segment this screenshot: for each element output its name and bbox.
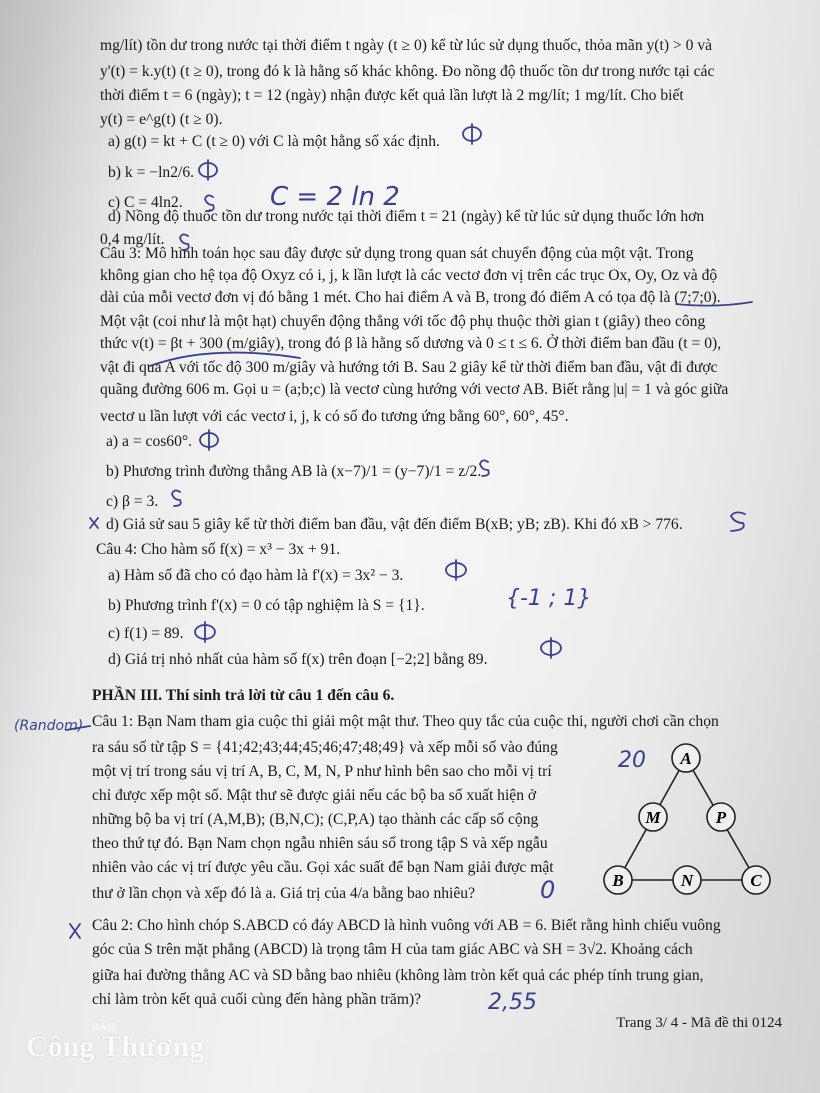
statement-a: a) g(t) = kt + C (t ≥ 0) với C là một hằng số xác định. — [108, 133, 440, 150]
text-line: vật đi qua A với tốc độ 300 m/giây và hướng tới B. Sau 2 giây kể từ thời điểm ban đầu, vật đi được — [100, 359, 718, 376]
mark-icon — [205, 195, 214, 211]
question-3-title: Câu 3: Mô hình toán học sau đây được sử dụng trong quan sát chuyển động của một vật. Trong — [100, 245, 694, 262]
cross-mark-icon — [90, 518, 98, 528]
text-line: 0,4 mg/lít. — [100, 231, 165, 248]
mark-icon — [199, 160, 217, 180]
question-4-title: Câu 4: Cho hàm số f(x) = x³ − 3x + 91. — [96, 541, 341, 558]
mark-icon — [446, 560, 466, 580]
mark-icon — [200, 430, 218, 450]
text-line: giữa hai đường thẳng AC và SD bằng bao nhiêu (không làm tròn kết quả các phép tính trung gian, — [92, 967, 704, 984]
question-1-title: Câu 1: Bạn Nam tham gia cuộc thi giải một mật thư. Theo quy tắc của cuộc thi, người chơi cần chọn — [92, 713, 719, 730]
section-heading: PHẦN III. Thí sinh trả lời từ câu 1 đến câu 6. — [92, 687, 395, 704]
handwritten-note: {-1 ; 1} — [506, 586, 592, 611]
statement-a: a) a = cos60°. — [106, 433, 193, 450]
statement-c: c) f(1) = 89. — [108, 625, 184, 642]
statement-b: b) k = −ln2/6. — [108, 164, 195, 181]
statement-c: c) β = 3. — [106, 493, 159, 510]
text-line: thời điểm t = 6 (ngày); t = 12 (ngày) nhận được kết quả lần lượt là 2 mg/lít; 1 mg/lít. Cho biết — [100, 87, 684, 104]
handwritten-answer: 2,55 — [488, 990, 537, 1015]
handwritten-note: 20 — [618, 748, 646, 773]
text-line: chỉ được xếp một số. Mật thư sẽ được giải nếu các bộ ba số xuất hiện ở — [92, 787, 537, 804]
question-2-title: Câu 2: Cho hình chóp S.ABCD có đáy ABCD là hình vuông với AB = 6. Biết rằng hình chiếu vuông — [92, 917, 721, 934]
statement-d: d) Nồng độ thuốc tồn dư trong nước tại thời điểm t = 21 (ngày) kể từ lúc sử dụng thuốc lớn hơn — [108, 208, 705, 225]
handwritten-note: (Random) — [14, 718, 84, 734]
statement-d: d) Giả sử sau 5 giây kể từ thời điểm ban đầu, vật đến điểm B(xB; yB; zB). Khi đó xB > 776. — [106, 516, 683, 533]
text-line: y'(t) = k.y(t) (t ≥ 0), trong đó k là hằng số khác không. Đo nồng độ thuốc tồn dư trong nước tại các — [100, 63, 715, 80]
svg-text:M: M — [645, 808, 661, 827]
text-line: quãng đường 606 m. Gọi u = (a;b;c) là vectơ cùng hướng với vectơ AB. Biết rằng |u| = 1 và góc giữa — [100, 381, 729, 398]
text-line: những bộ ba vị trí (A,M,B); (B,N,C); (C,P,A) tạo thành các cấp số cộng — [92, 811, 539, 828]
text-line: không gian cho hệ tọa độ Oxyz có i, j, k lần lượt là các vectơ đơn vị trên các trục Ox, Oy, Oz và độ — [100, 267, 718, 284]
watermark-label: BÁO — [92, 1022, 117, 1033]
text-line: nhiên vào các vị trí được yêu cầu. Gọi xác suất để bạn Nam giải được mật — [92, 859, 554, 876]
statement-b: b) Phương trình f'(x) = 0 có tập nghiệm là S = {1}. — [108, 597, 425, 614]
svg-text:P: P — [715, 808, 727, 827]
text-line: mg/lít) tồn dư trong nước tại thời điểm t ngày (t ≥ 0) kể từ lúc sử dụng thuốc, thỏa mãn y(t) > 0 và — [100, 37, 713, 54]
text-line: vectơ u lần lượt với các vectơ i, j, k có số đo tương ứng bằng 60°, 60°, 45°. — [100, 408, 569, 425]
handwritten-note: C = 2 ln 2 — [270, 182, 400, 212]
svg-text:A: A — [680, 749, 692, 768]
handwritten-answer: 0 — [540, 876, 556, 904]
mark-icon — [541, 638, 561, 658]
mark-icon — [731, 512, 745, 531]
underline-mark — [150, 353, 300, 366]
statement-c: c) C = 4ln2. — [108, 194, 183, 211]
text-line: thức v(t) = βt + 300 (m/giây), trong đó β là hằng số dương và 0 ≤ t ≤ 6. Ở thời điểm ban đầu (t = 0), — [100, 335, 722, 352]
text-line: y(t) = e^g(t) (t ≥ 0). — [100, 111, 223, 128]
mark-icon — [195, 622, 215, 642]
cross-mark-icon — [70, 924, 80, 938]
watermark-logo: Công Thương — [26, 1030, 205, 1063]
statement-d: d) Giá trị nhỏ nhất của hàm số f(x) trên đoạn [−2;2] bằng 89. — [108, 651, 488, 668]
arrow-mark — [66, 726, 90, 730]
page-footer: Trang 3/ 4 - Mã đề thi 0124 — [616, 1015, 782, 1031]
text-line: theo thứ tự đó. Bạn Nam chọn ngẫu nhiên sáu số trong tập S và xếp ngẫu — [92, 835, 548, 852]
text-line: thư ở lần chọn và xếp đó là a. Giá trị của 4/a bằng bao nhiêu? — [92, 885, 476, 902]
mark-icon — [180, 234, 189, 250]
svg-text:B: B — [612, 871, 624, 890]
text-line: ra sáu số từ tập S = {41;42;43;44;45;46;47;48;49} và xếp mỗi số vào đúng — [92, 739, 558, 756]
svg-text:C: C — [750, 871, 762, 890]
statement-b: b) Phương trình đường thẳng AB là (x−7)/1 = (y−7)/1 = z/2. — [106, 463, 482, 480]
text-line: dài của mỗi vectơ đơn vị đó bằng 1 mét. Cho hai điểm A và B, trong đó điểm A có tọa độ là (7;7;0). — [100, 289, 721, 306]
text-line: Một vật (coi như là một hạt) chuyển động thẳng với tốc độ phụ thuộc thời gian t (giây) theo công — [100, 313, 706, 330]
text-line: góc của S trên mặt phẳng (ABCD) là trọng tâm H của tam giác ABC và SH = 3√2. Khoảng cách — [92, 941, 693, 958]
svg-text:N: N — [680, 871, 694, 890]
statement-a: a) Hàm số đã cho có đạo hàm là f'(x) = 3x² − 3. — [108, 567, 404, 584]
mark-icon — [463, 124, 481, 144]
mark-icon — [480, 460, 489, 476]
underline-mark — [676, 302, 752, 306]
text-line: một vị trí trong sáu vị trí A, B, C, M, N, P như hình bên sao cho mỗi vị trí — [92, 763, 552, 780]
text-line: chỉ làm tròn kết quả cuối cùng đến hàng phần trăm)? — [92, 991, 422, 1008]
mark-icon — [172, 490, 181, 506]
